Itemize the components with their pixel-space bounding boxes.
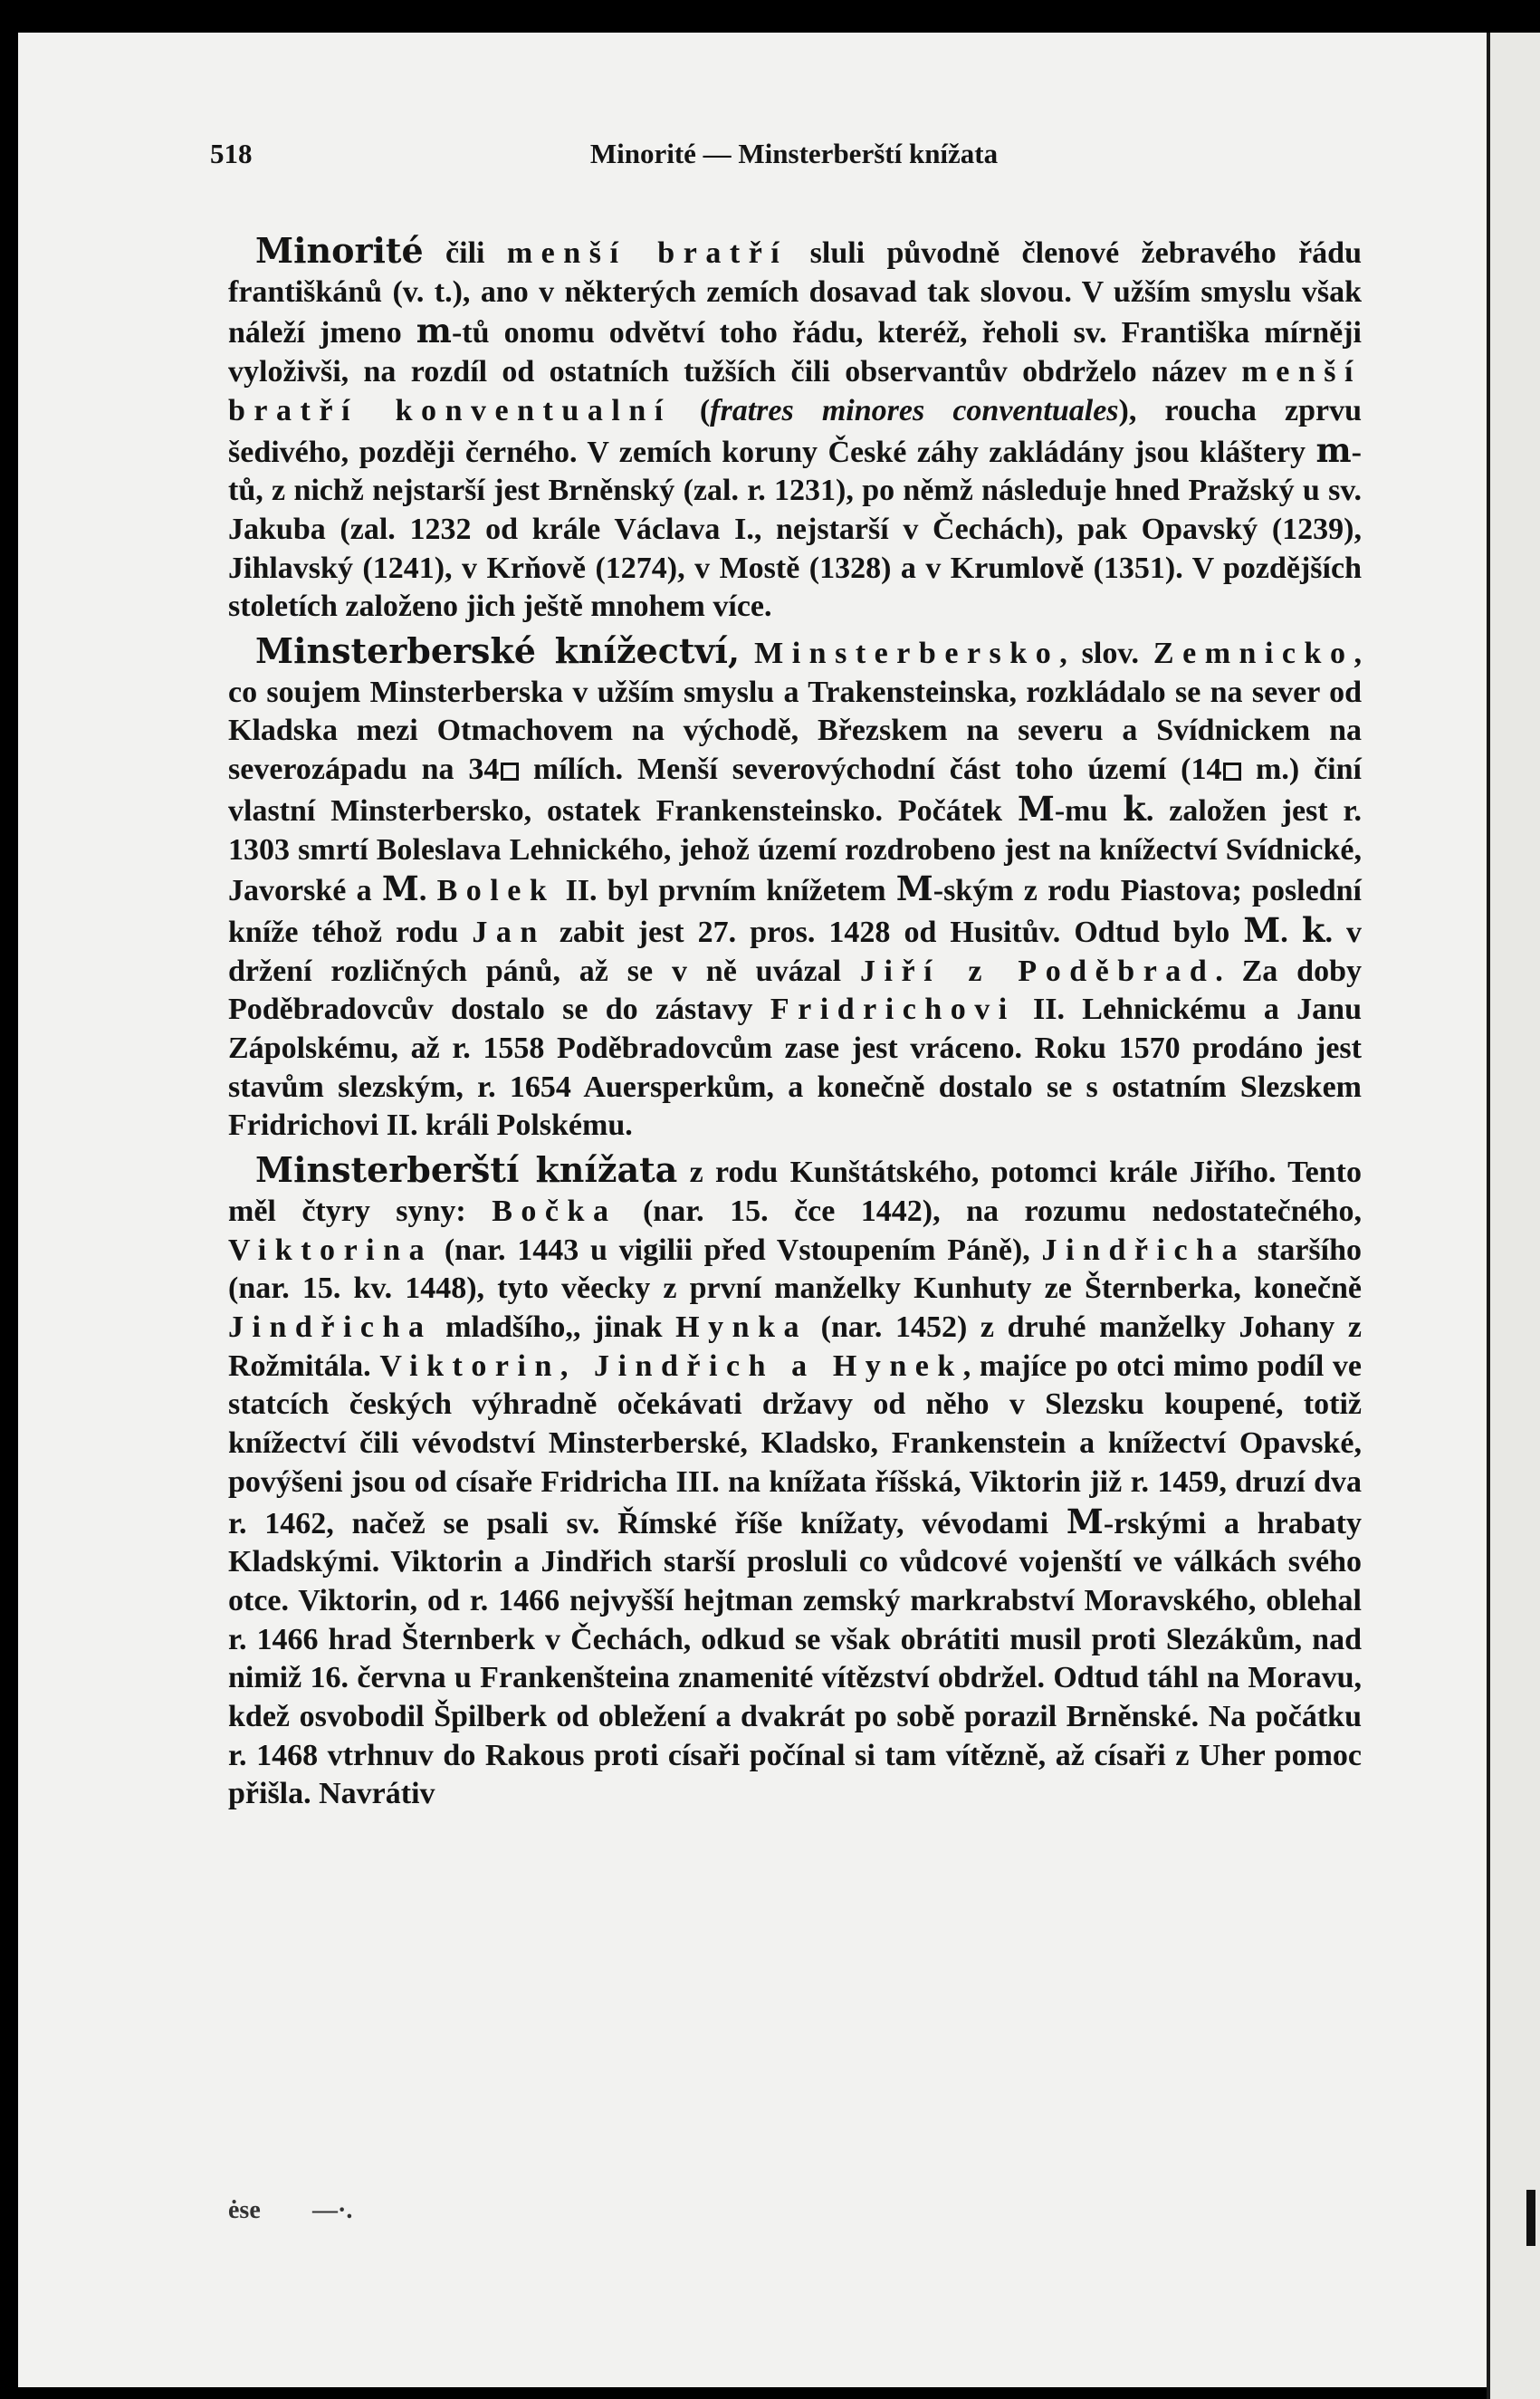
entry-text: čili	[423, 236, 507, 270]
dictionary-entry	[228, 632, 1362, 1146]
abbreviation: k	[1301, 909, 1325, 950]
entry-text: (	[671, 393, 711, 427]
entry-headword: Minsterberské knížectví,	[255, 630, 741, 672]
entry-text	[740, 637, 754, 670]
square-unit-symbol	[1223, 763, 1241, 781]
italic-text: fratres minores conventuales	[710, 393, 1119, 427]
entry-text: -tů, z nichž nejstarší jest Brněnský (zal. r. 1231), po němž následuje hned Pražský u sv. Jakuba (zal. 1232 od krále Václava I., nejstarší v Čechách), pak Opavský (1239), Jihlavský (1241), v Krňově (1274), v Mostě (1328) a v Krumlově (1351). V pozdějších stoletích založeno jich ještě mnohem více.	[228, 435, 1362, 624]
entry-text: (nar. 1452) z druhé manželky Johany z Rožmitála.	[228, 1310, 1363, 1383]
entry-text: (nar. 15. čce 1442), na rozumu nedostatečného,	[617, 1194, 1363, 1228]
entry-text: sluli původně členové žebravého řádu františkánů (v. t.), ano v některých zemích dosavad tak slovou. V užším smyslu však náleží jmeno	[228, 236, 1362, 350]
entry-text: -ským z rodu Piastova; poslední kníže téhož rodu	[228, 874, 1362, 949]
abbreviation: M	[1243, 909, 1281, 950]
entry-headword: Minorité	[255, 230, 424, 271]
dictionary-text	[228, 232, 1362, 1819]
page-number: 518	[210, 138, 253, 169]
entry-text: mílích. Menší severovýchodní část toho území (14	[519, 753, 1222, 787]
spaced-text: menší bratří	[506, 236, 789, 270]
abbreviation: M	[895, 868, 933, 909]
stray-mark: ėse	[228, 2196, 261, 2224]
abbreviation: m	[416, 311, 452, 351]
spaced-text: Jindřicha	[228, 1310, 433, 1344]
spaced-text: Jiří z Poděbrad	[859, 954, 1216, 988]
abbreviation: M	[1066, 1501, 1104, 1541]
spaced-text: Viktorin, Jindřich a Hynek	[379, 1348, 963, 1383]
dictionary-entry	[228, 232, 1362, 627]
square-unit-symbol	[501, 763, 519, 781]
spaced-text: Jan	[472, 915, 546, 949]
entry-text: , co soujem Minsterberska v užším smyslu a Trakensteinska, rozkládalo se na sever od Kladska mezi Otmachovem na východě, Březskem na severu a Svídnickem na severozápadu na 34	[228, 637, 1362, 787]
entry-text: .	[418, 874, 437, 908]
entry-text: m.) činí vlastní Minsterbersko, ostatek Frankensteinsko. Počátek	[228, 753, 1362, 828]
entry-text: . založen jest r. 1303 smrtí Boleslava Lehnického, jehož území rozdrobeno jest na knížectví Svídnické, Javorské a	[228, 793, 1362, 908]
page-edge-mark	[1526, 2190, 1535, 2246]
stray-mark: —·.	[312, 2196, 353, 2224]
entry-text: (nar. 1443 u vigilii před Vstoupením Páně),	[433, 1233, 1042, 1267]
spaced-text: Hynka	[675, 1310, 808, 1344]
page-header	[210, 138, 1378, 183]
entry-text: mladšího,, jinak	[432, 1310, 676, 1344]
entry-text: II. byl prvním knížetem	[555, 874, 896, 908]
abbreviation: M	[1017, 788, 1055, 829]
entry-text: zabit jest 27. pros. 1428 od Husitův. Odtud bylo	[545, 915, 1244, 949]
entry-text: -mu	[1054, 793, 1124, 828]
entry-text: . Za doby Poděbradovcův dostalo se do zástavy	[228, 954, 1362, 1027]
entry-text: , majíce po otci mimo podíl ve statcích českých výhradně očekávati državy od něho v Slezsku koupené, totiž knížectví čili vévodství Minsterberské, Kladsko, Frankenstein a knížectví Opavské, povýšeni jsou od císaře Fridricha III. na knížata říšská, Viktorin již r. 1459, druzí dva r. 1462, načež se psali sv. Římské říše knížaty, vévodami	[228, 1348, 1362, 1540]
spaced-text: Bočka	[492, 1194, 617, 1228]
spaced-text: Jindřicha	[1041, 1233, 1247, 1267]
entry-text: II. Lehnickému a Janu Zápolskému, až r. 1558 Poděbradovcům zase jest vráceno. Roku 1570 prodáno jest stavům slezským, r. 1654 Auersperkům, a konečně dostalo se s ostatním Slezskem Fridrichovi II. králi Polskému.	[228, 993, 1362, 1143]
spaced-text: Zemnicko	[1153, 637, 1354, 671]
entry-text: staršího (nar. 15. kv. 1448), tyto věecky z první manželky Kunhuty ze Šternberka, konečně	[228, 1233, 1363, 1306]
entry-text: .	[1280, 915, 1302, 949]
spaced-text: Fridrichovi	[770, 993, 1016, 1027]
abbreviation: M	[381, 868, 419, 909]
entry-text: -tů onomu odvětví toho řádu, kteréž, řeholi sv. Františka mírněji vyloživši, na rozdíl od ostatních tužších čili observantův obdrželo název	[228, 316, 1362, 389]
entry-text: . v držení rozličných pánů, až se v ně uvázal	[228, 915, 1363, 988]
entry-text: , slov.	[1059, 637, 1153, 671]
facing-page-edge	[1487, 33, 1540, 2399]
abbreviation: m	[1315, 429, 1352, 470]
spaced-text: menší bratří konventualní	[228, 355, 1362, 427]
dictionary-entry	[228, 1151, 1362, 1814]
entry-headword: Minsterberští knížata	[255, 1149, 678, 1191]
entry-text: ), roucha zprvu šedivého, později černého. V zemích koruny České záhy zakládány jsou kláštery	[228, 393, 1362, 469]
spaced-text: Viktorina	[228, 1233, 434, 1267]
entry-text: z rodu Kunštátského, potomci krále Jiřího. Tento měl čtyry syny:	[228, 1156, 1362, 1228]
entry-text: -rskými a hrabaty Kladskými. Viktorin a Jindřich starší prosluli co vůdcové vojenští ve válkách svého otce. Viktorin, od r. 1466 nejvyšší hejtman zemský markrabství Moravského, oblehal r. 1466 hrad Šternberk v Čechách, odkud se však obrátiti musil proti Slezákům, nad nimiž 16. června u Frankenšteina znamenité vítězství obdržel. Odtud táhl na Moravu, kdež osvobodil Špilberk od obležení a dvakrát po sobě porazil Brněnské. Na počátku r. 1468 vtrhnuv do Rakous proti císaři počínal si tam vítězně, až císaři z Uher pomoc přišla. Navrátiv	[228, 1506, 1362, 1811]
spaced-text: Bolek	[436, 874, 556, 908]
abbreviation: k	[1123, 788, 1146, 829]
spaced-text: Minsterbersko	[754, 637, 1060, 671]
running-head: Minorité — Minsterberští knížata	[589, 138, 999, 169]
